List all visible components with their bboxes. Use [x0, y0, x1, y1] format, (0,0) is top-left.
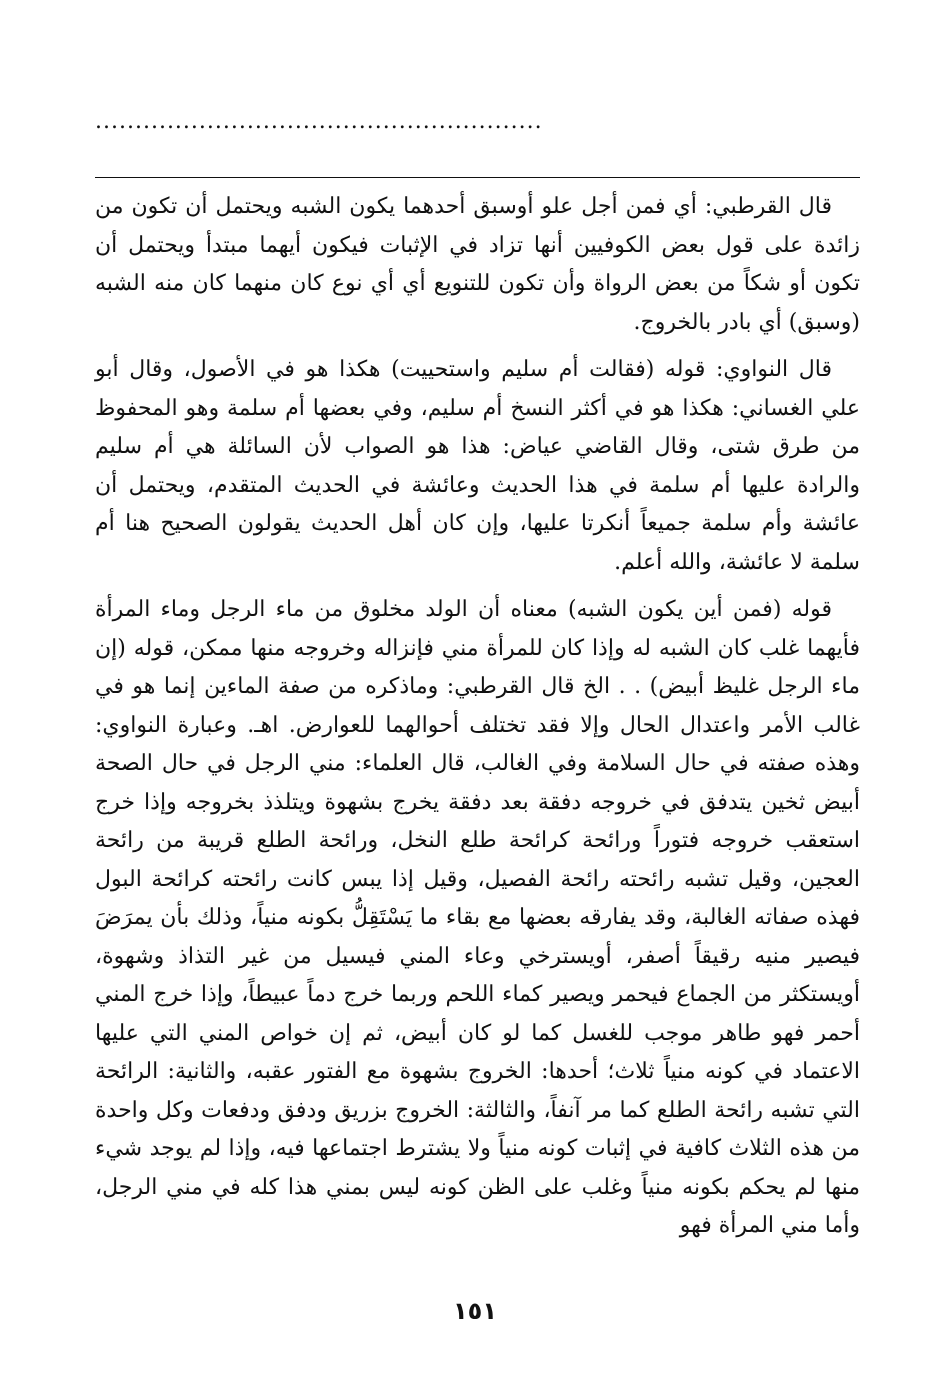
paragraph-shabah: قوله (فمن أين يكون الشبه) معناه أن الولد مخلوق من ماء الرجل وماء المرأة فأيهما غلب كان الشبه له وإذا كان للمرأة مني فإنزاله وخروجه منها ممكن، قوله (إن ماء الرجل غليظ أبيض) . . الخ قال القرطبي: وماذكره من صفة الماءين إنما هو في غالب الأمر واعتدال الحال وإلا فقد تختلف أحوالهما للعوارض. اهـ. وعبارة النواوي: وهذه صفته في حال السلامة وفي الغالب، قال العلماء: مني الرجل في حال الصحة أبيض ثخين يتدفق في خروجه دفقة بعد دفقة يخرج بشهوة ويتلذذ بخروجه وإذا خرج استعقب خروجه فتوراً ورائحة كرائحة طلع النخل، ورائحة الطلع قريبة من رائحة العجين، وقيل تشبه رائحته رائحة الفصيل، وقيل إذا يبس كانت رائحته كرائحة البول فهذه صفاته الغالبة، وقد يفارقه بعضها مع بقاء ما يَسْتَقِلُّ بكونه منياً، وذلك بأن يمرَضَ فيصير منيه رقيقاً أصفر، أويسترخي وعاء المني فيسيل من غير التذاذ وشهوة، أويستكثر من الجماع فيحمر ويصير كماء اللحم وربما خرج دماً عبيطاً، وإذا خرج المني أحمر فهو طاهر موجب للغسل كما لو كان أبيض، ثم إن خواص المني التي عليها الاعتماد في كونه منياً ثلاث؛ أحدها: الخروج بشهوة مع الفتور عقبه، والثانية: الرائحة التي تشبه رائحة الطلع كما مر آنفاً، والثالثة: الخروج بزريق ودفق ودفعات وكل واحدة من هذه الثلاث كافية في إثبات كونه منياً ولا يشترط اجتماعها فيه، وإذا لم يوجد شيء منها لم يحكم بكونه منياً وغلب على الظن كونه ليس بمني هذا كله في مني الرجل، وأما مني المرأة فهو — [95, 597, 861, 1238]
paragraph-qurtubi: قال القرطبي: أي فمن أجل علو أوسبق أحدهما يكون الشبه ويحتمل أن تكون من زائدة على قول بعض الكوفيين أنها تزاد في الإثبات فيكون أيهما مبتدأ ويحتمل أن تكون أو شكاً من بعض الرواة وأن تكون للتنويع أي أي نوع كان منهما كان منه الشبه (وسبق) أي بادر بالخروج. — [95, 194, 860, 335]
paragraph-nawawi: قال النواوي: قوله (فقالت أم سليم واستحييت) هكذا هو في الأصول، وقال أبو علي الغساني: هكذا هو في أكثر النسخ أم سليم، وفي بعضها أم سلمة وهو المحفوظ من طرق شتى، وقال القاضي عياض: هذا هو الصواب لأن السائلة هي أم سليم والرادة عليها أم سلمة في هذا الحديث وعائشة في الحديث المتقدم، ويحتمل أن عائشة وأم سلمة جميعاً أنكرتا عليها، وإن كان أهل الحديث يقولون الصحيح هنا أم سلمة لا عائشة، والله أعلم. — [95, 357, 860, 575]
header-dotted-line: ........................................................ — [95, 112, 543, 132]
page-number: ١٥١ — [453, 1297, 497, 1325]
header-rule — [95, 177, 860, 178]
page-body — [95, 188, 860, 1246]
